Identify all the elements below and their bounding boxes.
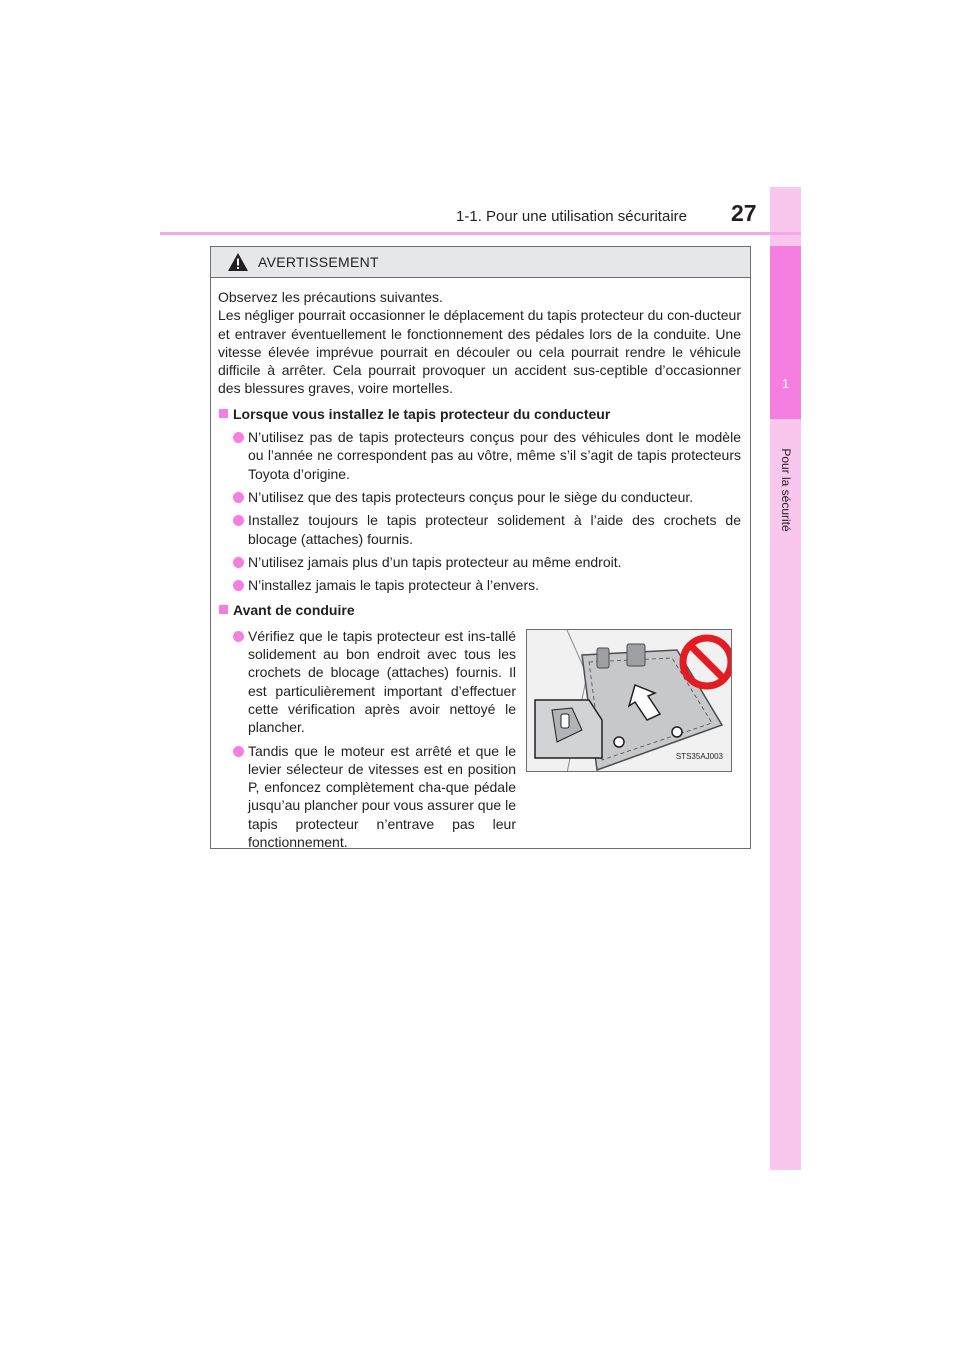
list-item (218, 511, 741, 548)
list-item (218, 553, 741, 571)
list-item-text: N’utilisez pas de tapis protecteurs conçus pour des véhicules dont le modèle ou l’année ne correspondent pas au vôtre, même s’il s’agit de tapis protecteurs Toyota d’origine. (248, 429, 741, 482)
section-heading-installation (218, 405, 741, 423)
list-item (218, 428, 741, 483)
bullet-dot-icon (233, 432, 244, 443)
list-item-text: N’utilisez que des tapis protecteurs conçus pour le siège du conducteur. (248, 488, 694, 505)
chapter-tab-label: Pour la sécurité (779, 448, 793, 532)
list-item-text: N’installez jamais le tapis protecteur à l’envers. (248, 577, 540, 594)
list-item (218, 576, 741, 594)
before-driving-content (218, 627, 741, 857)
warning-body (211, 278, 750, 856)
list-item-text: Tandis que le moteur est arrêté et que le levier sélecteur de vitesses est en position P, enfoncez complètement cha-que pédale jusqu’au plancher pour vous assurer que le tapis protecteur n’entrave pas leur fonctionnement. (248, 742, 516, 851)
bullet-dot-icon (233, 492, 244, 503)
square-bullet-icon (219, 605, 228, 614)
page-number: 27 (731, 200, 757, 226)
bullet-dot-icon (233, 580, 244, 591)
bullet-dot-icon (233, 631, 244, 642)
bullet-dot-icon (233, 515, 244, 526)
list-item (218, 742, 516, 852)
warning-box (210, 246, 751, 849)
warning-header (211, 247, 750, 278)
header-rule (160, 232, 801, 235)
warning-title: AVERTISSEMENT (258, 254, 379, 270)
bullet-dot-icon (233, 746, 244, 757)
floor-mat-illustration (526, 629, 732, 772)
section-heading-text: Lorsque vous installez le tapis protecteur du conducteur (233, 405, 611, 422)
bullet-dot-icon (233, 557, 244, 568)
list-item-text: Installez toujours le tapis protecteur solidement à l’aide des crochets de blocage (attaches) fournis. (248, 512, 741, 547)
figure-code: STS35AJ003 (675, 752, 723, 762)
chapter-tab[interactable] (770, 246, 801, 419)
list-item-text: Vérifiez que le tapis protecteur est ins-tallé solidement au bon endroit avec tous les crochets de blocage (attaches) fournis. Il est particulièrement important d’effectuer cette vérification après avoir nettoyé le plancher. (248, 627, 516, 736)
section-heading-before-driving (218, 601, 741, 619)
list-item (218, 627, 516, 737)
warning-intro (218, 288, 741, 398)
before-driving-list (218, 627, 516, 857)
list-item-text: N’utilisez jamais plus d’un tapis protecteur au même endroit. (248, 553, 622, 570)
list-item (218, 488, 741, 506)
square-bullet-icon (219, 409, 228, 418)
chapter-tab-number: 1 (781, 376, 790, 391)
warning-triangle-icon (227, 252, 249, 272)
section-heading-text: Avant de conduire (233, 602, 355, 619)
intro-line: Observez les précautions suivantes. (218, 289, 443, 305)
installation-list (218, 428, 741, 594)
intro-paragraph: Les négliger pourrait occasionner le déplacement du tapis protecteur du con-ducteur et entraver éventuellement le fonctionnement des pédales lors de la conduite. Une vitesse élevée imprévue pourrait en découler ou cela pourrait rendre le véhicule difficile à arrêter. Cela pourrait provoquer un accident sus-ceptible d’occasionner des blessures graves, voire mortelles. (218, 307, 741, 397)
running-header-title: 1-1. Pour une utilisation sécuritaire (456, 208, 687, 225)
